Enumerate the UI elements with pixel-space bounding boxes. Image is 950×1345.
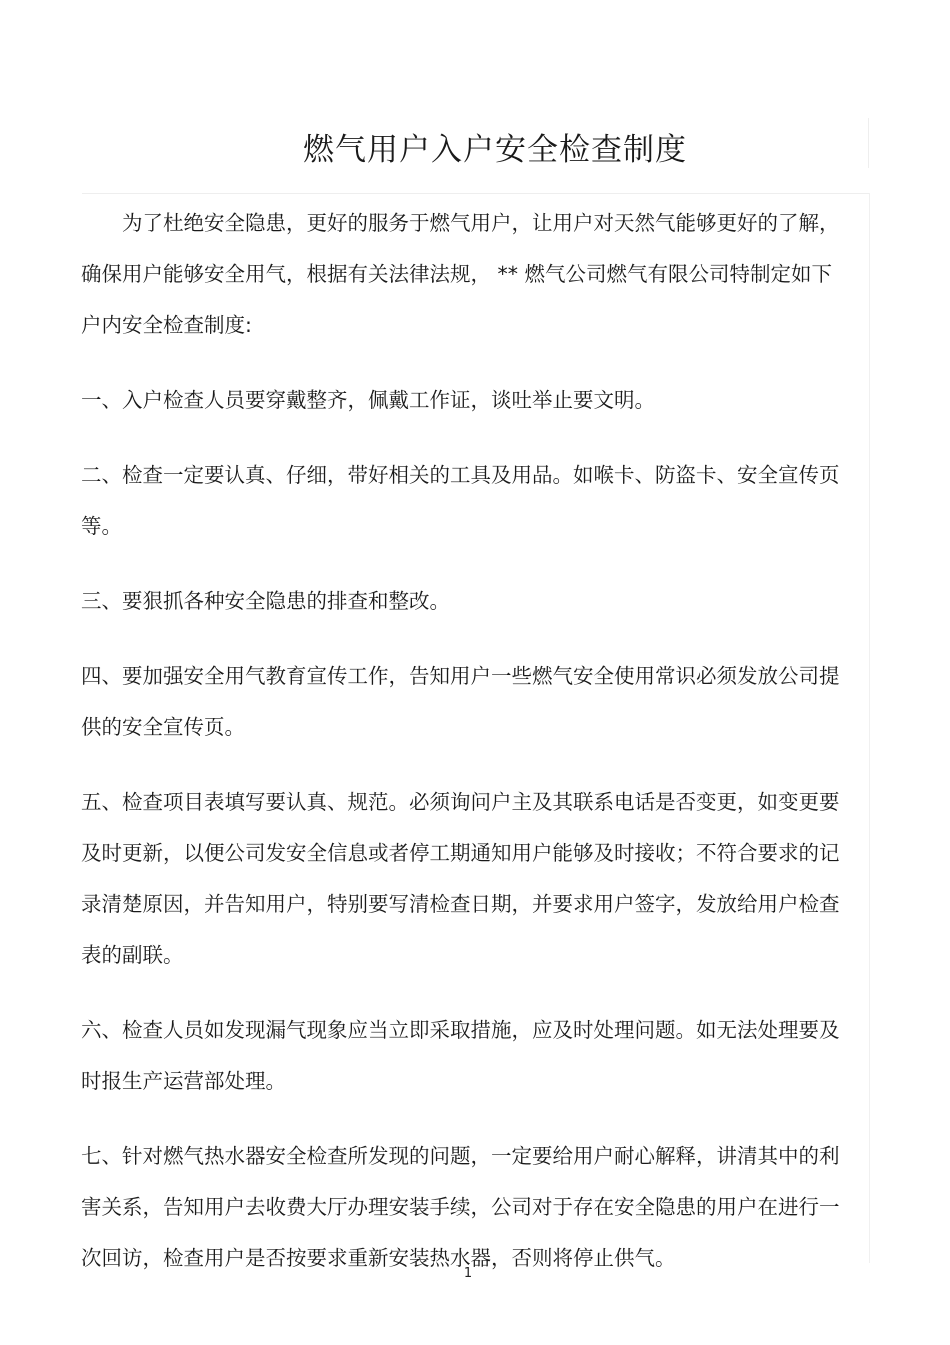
- rule-item-7: 七、针对燃气热水器安全检查所发现的问题，一定要给用户耐心解释，讲清其中的利害关系，告知用户去收费大厅办理安装手续，公司对于存在安全隐患的用户在进行一次回访，检查用户是否按要求重新安装热水器，否则将停止供气。: [81, 1144, 840, 1270]
- intro-paragraph: 为了杜绝安全隐患，更好的服务于燃气用户，让用户对天然气能够更好的了解，确保用户能够安全用气，根据有关法律法规， ** 燃气公司燃气有限公司特制定如下户内安全检查制度:: [81, 211, 840, 337]
- rule-item-1: 一、入户检查人员要穿戴整齐，佩戴工作证，谈吐举止要文明。: [81, 388, 655, 412]
- page-number: 1: [463, 1266, 473, 1281]
- rule-item-5: 五、检查项目表填写要认真、规范。必须询问户主及其联系电话是否变更，如变更要及时更新，以便公司发安全信息或者停工期通知用户能够及时接收；不符合要求的记录清楚原因，并告知用户，特别要写清检查日期，并要求用户签字，发放给用户检查表的副联。: [81, 790, 840, 967]
- rule-item-6: 六、检查人员如发现漏气现象应当立即采取措施，应及时处理问题。如无法处理要及时报生产运营部处理。: [81, 1018, 840, 1093]
- header-divider-vertical: [868, 118, 869, 168]
- header-divider: [82, 193, 870, 194]
- rule-item-4: 四、要加强安全用气教育宣传工作，告知用户一些燃气安全使用常识必须发放公司提供的安全宣传页。: [81, 664, 840, 739]
- document-title: 燃气用户入户安全检查制度: [303, 132, 687, 168]
- rule-item-2: 二、检查一定要认真、仔细，带好相关的工具及用品。如喉卡、防盗卡、安全宣传页等。: [81, 463, 840, 538]
- rule-item-3: 三、要狠抓各种安全隐患的排查和整改。: [81, 589, 450, 613]
- margin-line: [869, 193, 870, 1263]
- document-body: [81, 198, 849, 1284]
